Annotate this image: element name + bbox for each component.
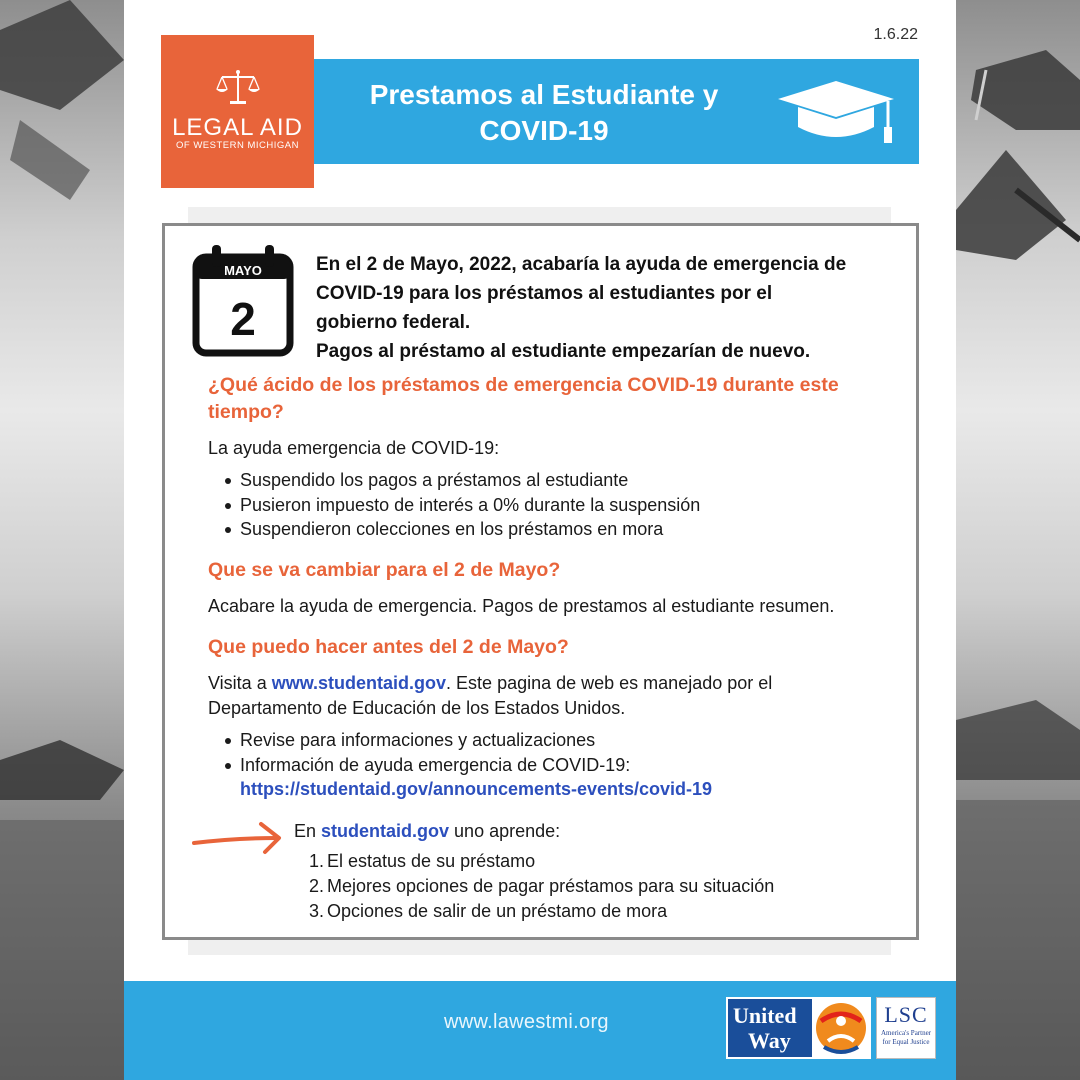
page-title-line1: Prestamos al Estudiante y [369,79,719,110]
list-item: Suspendido los pagos a préstamos al estudiante [223,468,700,493]
united-way-line1: United [733,1003,797,1028]
graduation-cap-icon [776,79,896,149]
logo-title: LEGAL AID [172,114,303,141]
studentaid-link[interactable]: www.studentaid.gov [271,673,447,693]
background-photo-right [956,0,1080,1080]
list-item: Revise para informaciones y actualizaciones [223,728,712,753]
section3-body [208,671,772,721]
footer-bar [124,981,956,1080]
united-way-logo [726,997,871,1059]
list-item [309,899,774,924]
studentaid-short-link[interactable]: studentaid.gov [321,821,450,841]
list-number: 2. [309,876,325,896]
list-item [309,849,774,874]
section3-heading: Que puedo hacer antes del 2 de Mayo? [208,636,569,658]
list-item [309,874,774,899]
intro-line: COVID-19 para los préstamos al estudiantes por el [316,283,773,304]
section3-bullets [223,728,712,802]
date-label: 1.6.22 [873,26,918,43]
list-item-text: Mejores opciones de pagar préstamos para su situación [327,876,775,896]
section4-prefix: En [294,821,322,841]
intro-line: En el 2 de Mayo, 2022, acabaría la ayuda de emergencia de [316,254,847,275]
intro-text [316,250,906,366]
list-number: 1. [309,851,325,871]
list-item-text: Opciones de salir de un préstamo de mora [327,901,668,921]
arrow-right-icon [191,818,285,858]
calendar-day: 2 [230,293,256,345]
united-way-wordmark [728,999,812,1057]
covid19-announcement-link[interactable]: https://studentaid.gov/announcements-events/covid-19 [240,779,713,799]
united-way-line2: Way [748,1028,791,1053]
lsc-tagline-line1: America's Partner [880,1029,932,1037]
section4-numbered-list [309,849,774,924]
graduation-caps-right-decoration [956,0,1080,1080]
section1-heading-line2: tiempo? [208,401,284,423]
list-item: Pusieron impuesto de interés a 0% durante la suspensión [223,493,700,518]
section2-heading: Que se va cambiar para el 2 de Mayo? [208,559,561,581]
background-photo-left [0,0,124,1080]
section4-lead [294,819,560,844]
website-link[interactable]: www.lawestmi.org [444,1011,609,1033]
calendar-icon [192,243,294,358]
page-title [354,77,734,149]
section2-body: Acabare la ayuda de emergencia. Pagos de prestamos al estudiante resumen. [208,596,835,616]
section4-suffix: uno aprende: [449,821,561,841]
lsc-logo [876,997,936,1059]
list-item-text: El estatus de su préstamo [327,851,536,871]
section3-body-suffix: . Este pagina de web es manejado por el [446,673,773,693]
list-number: 3. [309,901,325,921]
section3-body-line2: Departamento de Educación de los Estados Unidos. [208,698,626,718]
section1-heading [208,372,839,426]
flyer-page [124,0,956,1080]
section1-lead: La ayuda emergencia de COVID-19: [208,438,500,458]
legal-aid-logo [161,35,314,188]
intro-line: gobierno federal. [316,312,471,333]
intro-line: Pagos al préstamo al estudiante empezarían de nuevo. [316,341,811,362]
page-title-line2: COVID-19 [479,115,609,146]
logo-subtitle: OF WESTERN MICHIGAN [176,140,299,151]
list-item [223,753,712,802]
calendar-month: MAYO [224,263,262,278]
list-item: Suspendieron colecciones en los préstamos en mora [223,517,700,542]
section3-body-prefix: Visita a [208,673,272,693]
lsc-title: LSC [884,1002,928,1027]
graduation-caps-left-decoration [0,0,124,1080]
section1-heading-line1: ¿Qué ácido de los préstamos de emergencia COVID-19 durante este [208,374,839,396]
united-way-emblem-icon [814,1001,868,1055]
scales-of-justice-icon [216,68,260,108]
lsc-tagline-line2: for Equal Justice [882,1038,930,1046]
section1-bullets [223,468,700,542]
content-box [162,223,919,940]
title-banner [314,59,919,164]
list-item-text: Información de ayuda emergencia de COVID-19: [240,754,631,775]
